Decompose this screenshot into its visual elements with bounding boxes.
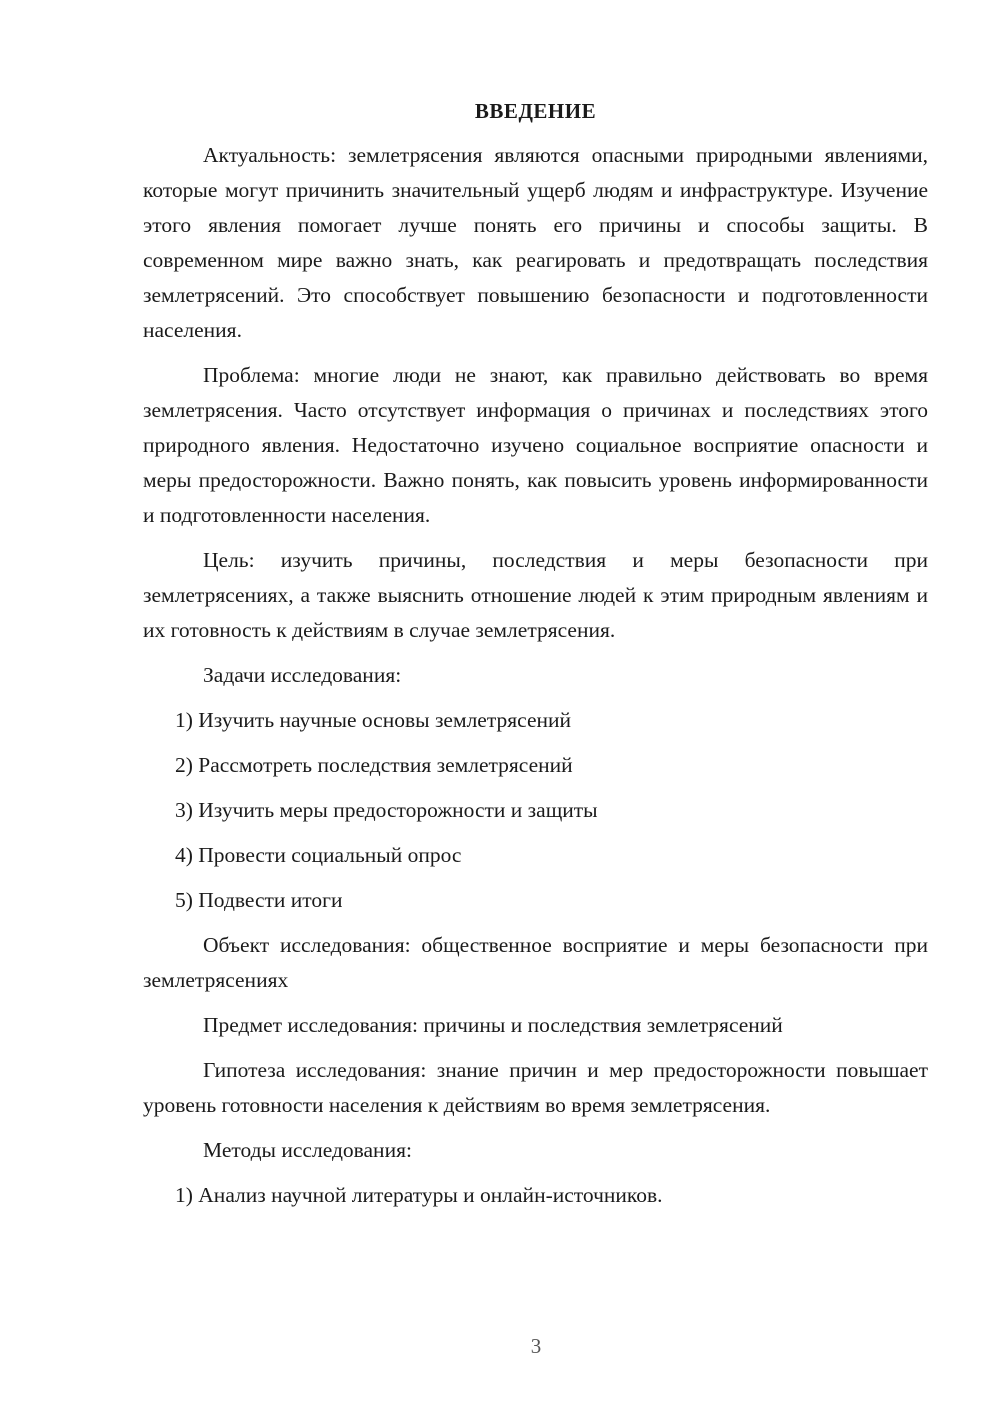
tasks-list <box>143 703 928 918</box>
tasks-heading: Задачи исследования: <box>203 663 402 687</box>
task-item-4: 4) Провести социальный опрос <box>175 843 462 867</box>
hypothesis-paragraph: Гипотеза исследования: знание причин и мер предосторожности повышает уровень готовности населения к действиям во время землетрясения. <box>143 1058 928 1117</box>
task-item-3: 3) Изучить меры предосторожности и защиты <box>175 798 598 822</box>
method-item-1: 1) Анализ научной литературы и онлайн-источников. <box>175 1183 663 1207</box>
task-item-5: 5) Подвести итоги <box>175 888 343 912</box>
methods-heading: Методы исследования: <box>203 1138 412 1162</box>
task-item-1: 1) Изучить научные основы землетрясений <box>175 708 572 732</box>
object-paragraph: Объект исследования: общественное восприятие и меры безопасности при землетрясениях <box>143 933 928 992</box>
methods-list <box>143 1178 928 1213</box>
subject-paragraph: Предмет исследования: причины и последствия землетрясений <box>203 1013 783 1037</box>
document-page <box>143 96 928 1223</box>
task-item-2: 2) Рассмотреть последствия землетрясений <box>175 753 573 777</box>
relevance-paragraph: Актуальность: землетрясения являются опасными природными явлениями, которые могут причинить значительный ущерб людям и инфраструктуре. Изучение этого явления помогает лучше понять его причины и способы защиты. В современном мире важно знать, как реагировать и предотвращать последствия землетрясений. Это способствует повышению безопасности и подготовленности населения. <box>143 143 928 342</box>
goal-paragraph: Цель: изучить причины, последствия и меры безопасности при землетрясениях, а также выяснить отношение людей к этим природным явлениям и их готовность к действиям в случае землетрясения. <box>143 548 928 642</box>
problem-paragraph: Проблема: многие люди не знают, как правильно действовать во время землетрясения. Часто отсутствует информация о причинах и последствиях этого природного явления. Недостаточно изучено социальное восприятие опасности и меры предосторожности. Важно понять, как повысить уровень информированности и подготовленности населения. <box>143 363 928 527</box>
section-title: ВВЕДЕНИЕ <box>474 99 597 123</box>
page-number: 3 <box>530 1334 542 1358</box>
